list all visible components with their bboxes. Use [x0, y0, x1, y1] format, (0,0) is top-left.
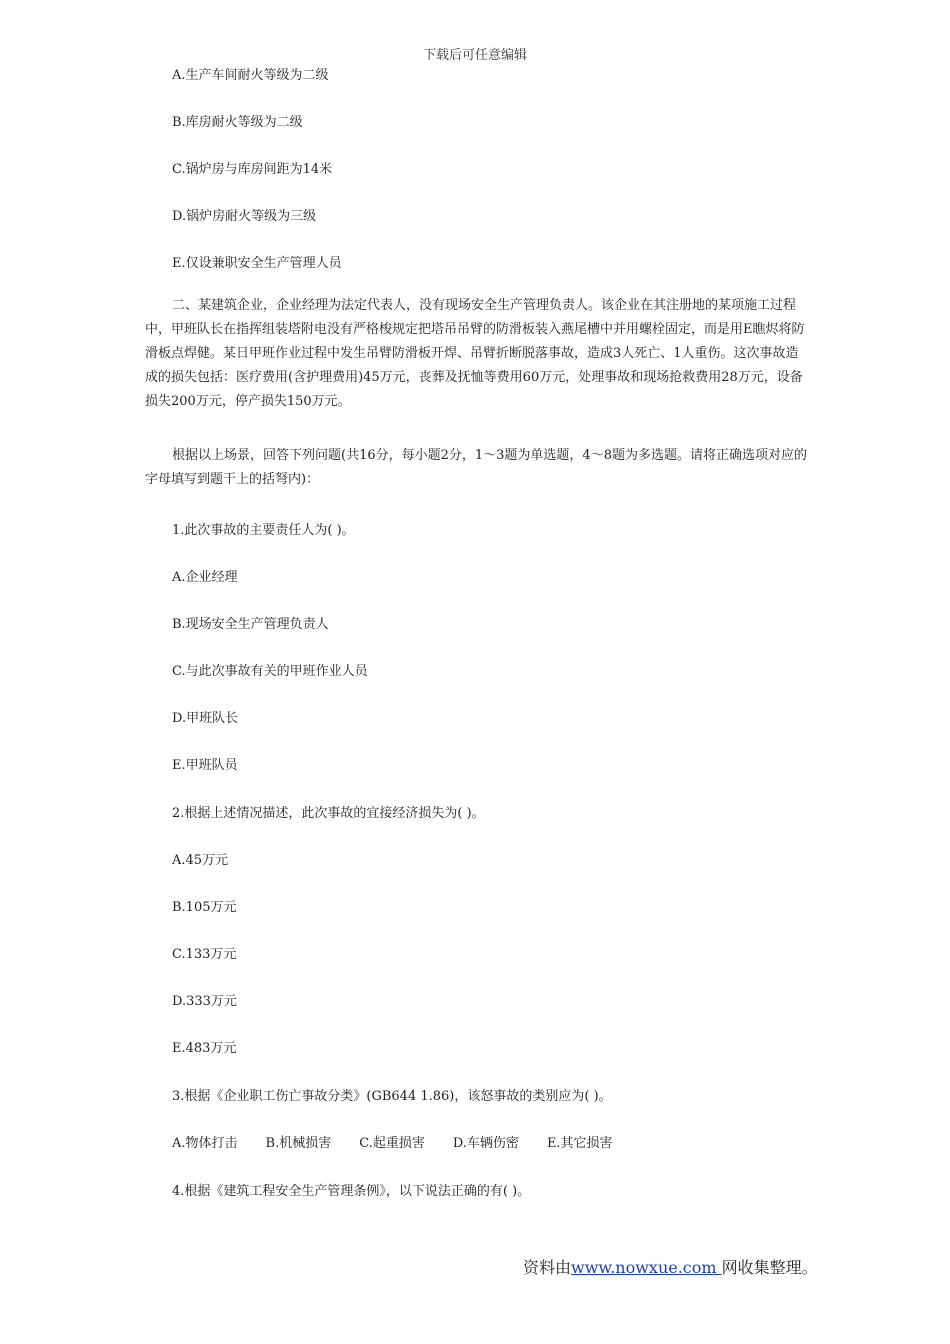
q1-option-d: D.甲班队长: [172, 711, 239, 726]
q2-option-b: B.105万元: [172, 900, 237, 915]
q2-option-d: D.333万元: [172, 994, 237, 1009]
q3-options-row: [172, 1132, 613, 1151]
option-d: D.锅炉房耐火等级为三级: [172, 209, 317, 224]
option-e: E.仅设兼职安全生产管理人员: [172, 256, 342, 271]
question-2-stem: 2.根据上述情况描述，此次事故的宜接经济损失为( )。: [172, 806, 485, 821]
footer-suffix: 网收集整理。: [721, 1258, 818, 1277]
q1-option-e: E.甲班队员: [172, 758, 238, 773]
option-a: A.生产车间耐火等级为二级: [172, 68, 329, 83]
question-4-stem: 4.根据《建筑工程安全生产管理条例》，以下说法正确的有( )。: [172, 1184, 531, 1199]
q3-option-c: C.起重损害: [359, 1136, 425, 1151]
q1-option-a: A.企业经理: [172, 570, 238, 585]
q3-option-b: B.机械损害: [265, 1136, 332, 1151]
q3-option-a: A.物体打击: [172, 1136, 238, 1151]
question-3-stem: 3.根据《企业职工伤亡事故分类》(GB644 1.86)，该怒事故的类别应为( )。: [172, 1089, 612, 1104]
footer-prefix: 资料由: [523, 1258, 572, 1277]
q2-option-a: A.45万元: [172, 853, 229, 868]
question-1-stem: 1.此次事故的主要责任人为( )。: [172, 523, 355, 538]
page-header: 下载后可任意编辑: [422, 48, 527, 63]
q3-option-d: D.车辆伤密: [452, 1136, 519, 1151]
q1-option-c: C.与此次事故有关的甲班作业人员: [172, 664, 368, 679]
instruction-paragraph: 根据以上场景，回答下列问题(共16分，每小题2分，1～3题为单选题，4～8题为多选题。请将正确选项对应的字母填写到题干上的括弩内)：: [145, 448, 807, 487]
scenario-paragraph: 二、某建筑企业，企业经理为法定代表人，没有现场安全生产管理负责人。该企业在其注册地的某项施工过程中，甲班队长在指挥组装塔附电没有严格梭规定把塔吊吊臂的防滑板装入燕尾槽中并用螺栓固定，而是用E瞧烬将防滑板点焊健。某日甲班作业过程中发生吊臂防滑板开焊、吊臂折断脱落事故，造成3人死亡、1人重伤。这次事故造成的损失包括：医疗费用(含护理费用)45万元，丧葬及抚恤等费用60万元，处理事故和现场抢救费用28万元，设备损失200万元，停产损失150万元。: [145, 298, 805, 409]
option-c: C.锅炉房与库房间距为14米: [172, 162, 333, 177]
q1-option-b: B.现场安全生产管理负责人: [172, 617, 329, 632]
q2-option-c: C.133万元: [172, 947, 237, 962]
footer-link[interactable]: www.nowxue.com: [571, 1258, 722, 1277]
footer-credit: [523, 1255, 818, 1278]
q2-option-e: E.483万元: [172, 1041, 237, 1056]
q3-option-e: E.其它损害: [546, 1136, 613, 1151]
option-b: B.库房耐火等级为二级: [172, 115, 303, 130]
